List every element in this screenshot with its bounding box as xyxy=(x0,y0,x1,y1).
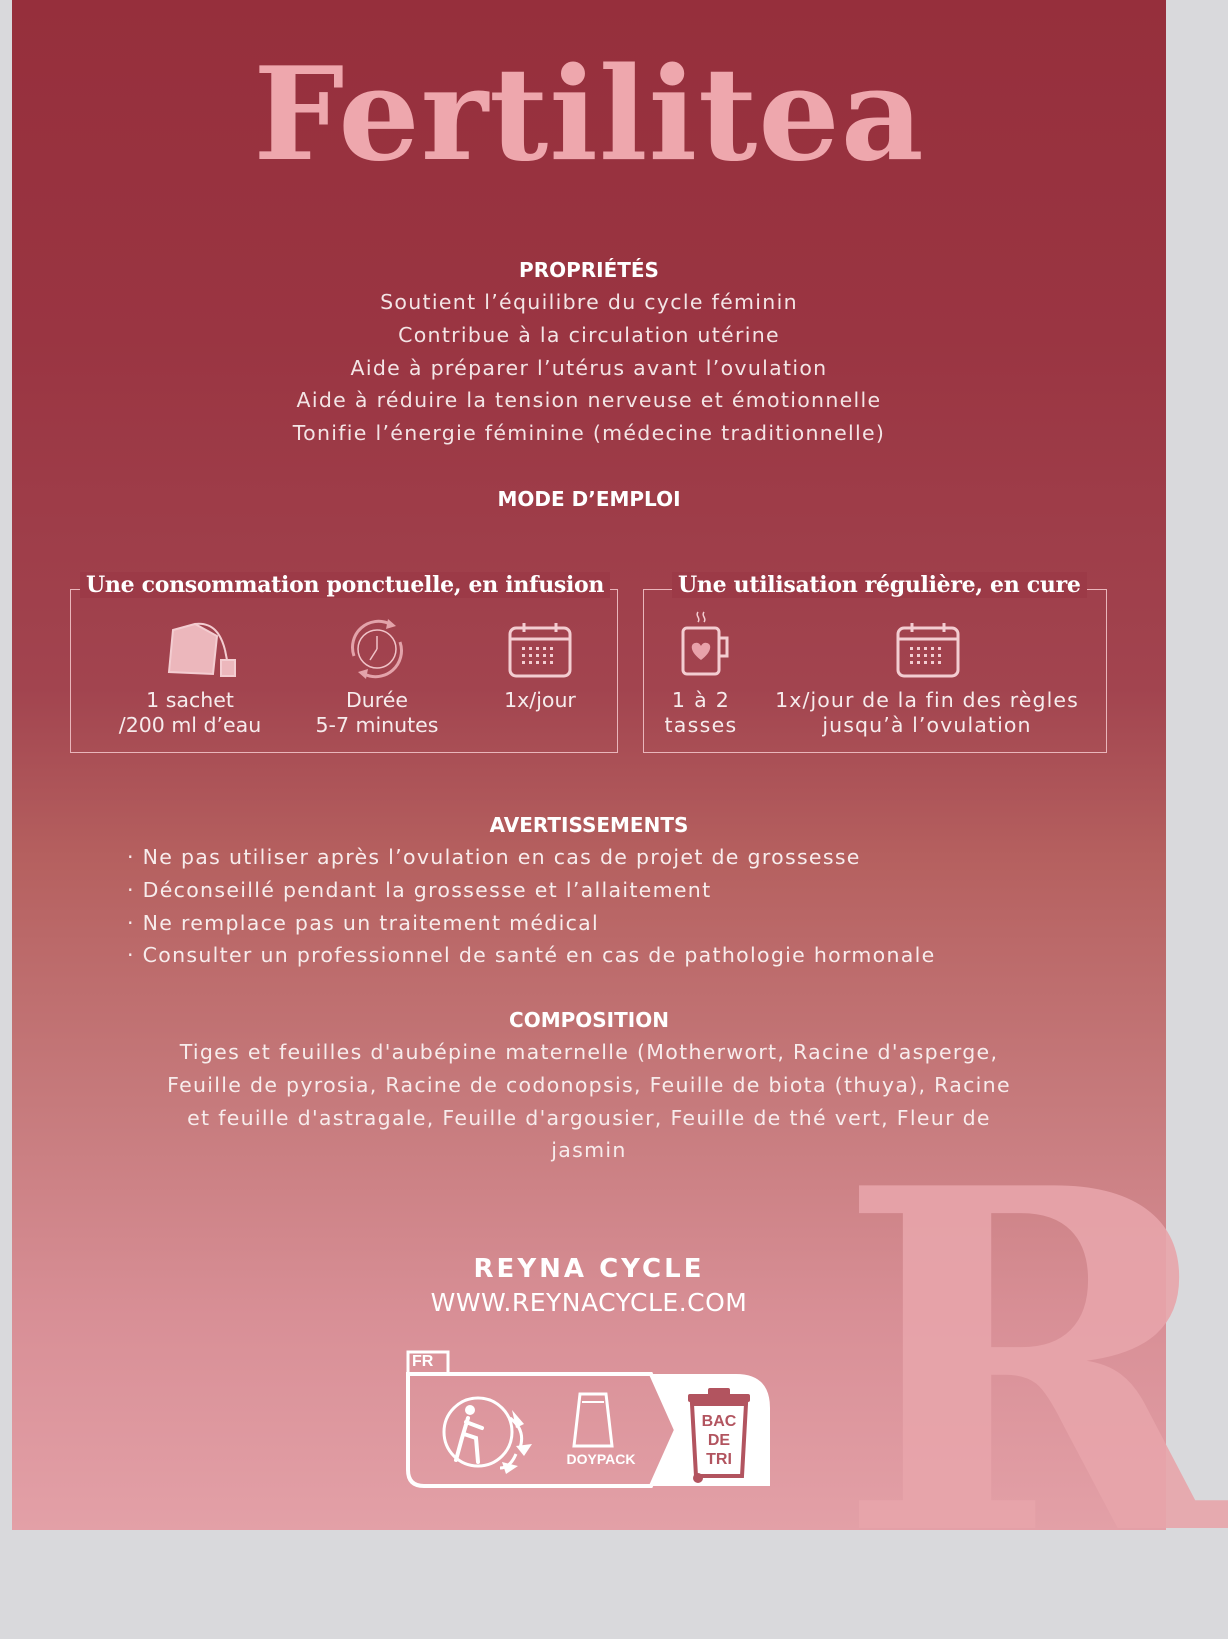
caption-line: 1 sachet xyxy=(146,688,234,712)
triman-pack-label: DOYPACK xyxy=(566,1451,636,1467)
warning-item: · Déconseillé pendant la grossesse et l’allaitement xyxy=(127,877,712,902)
caption-line: 1x/jour xyxy=(504,688,576,712)
infusion-title: Une consommation ponctuelle, en infusion xyxy=(80,572,610,598)
warnings-heading: AVERTISSEMENTS xyxy=(489,813,689,837)
cure-frequency-caption xyxy=(760,688,1094,738)
triman-logo xyxy=(406,1350,776,1495)
product-label xyxy=(12,0,1228,1639)
property-item: Aide à préparer l’utérus avant l’ovulation xyxy=(350,355,828,380)
triman-bin-label xyxy=(696,1412,742,1469)
warning-item: · Ne remplace pas un traitement médical xyxy=(127,910,600,935)
brand-website: WWW.REYNACYCLE.COM xyxy=(430,1288,748,1317)
composition-heading: COMPOSITION xyxy=(509,1008,669,1032)
composition-text xyxy=(12,1036,1166,1167)
composition-line: Feuille de pyrosia, Racine de codonopsis, Feuille de biota (thuya), Racine xyxy=(167,1072,1011,1097)
caption-line: /200 ml d’eau xyxy=(118,713,262,737)
caption-line: jusqu’à l’ovulation xyxy=(822,713,1032,737)
warning-item: · Ne pas utiliser après l’ovulation en cas de projet de grossesse xyxy=(127,845,861,869)
cure-title: Une utilisation régulière, en cure xyxy=(672,572,1087,598)
infusion-frequency-caption xyxy=(480,688,600,713)
composition-line: et feuille d'astragale, Feuille d'argousier, Feuille de thé vert, Fleur de xyxy=(187,1105,991,1130)
usage-heading: MODE D’EMPLOI xyxy=(497,487,681,511)
clock-icon xyxy=(344,616,410,682)
composition-line: Tiges et feuilles d'aubépine maternelle (Motherwort, Racine d'asperge, xyxy=(179,1040,999,1064)
composition-line: jasmin xyxy=(551,1138,627,1163)
calendar-icon xyxy=(508,622,572,678)
property-item: Aide à réduire la tension nerveuse et émotionnelle xyxy=(296,388,882,413)
infusion-duration-caption xyxy=(302,688,452,738)
calendar-icon xyxy=(896,622,960,678)
caption-line: 1 à 2 xyxy=(671,688,731,712)
property-item: Tonifie l’énergie féminine (médecine traditionnelle) xyxy=(292,421,886,446)
triman-country: FR xyxy=(412,1353,434,1370)
bin-label-line: DE xyxy=(707,1432,731,1449)
caption-line: Durée xyxy=(346,688,408,712)
product-title: Fertilitea xyxy=(253,40,925,190)
property-item: Soutient l’équilibre du cycle féminin xyxy=(380,290,798,314)
properties-list xyxy=(12,286,1166,450)
caption-line: 1x/jour de la fin des règles xyxy=(775,688,1079,712)
caption-line: 5-7 minutes xyxy=(315,713,439,737)
tea-bag-icon xyxy=(165,620,243,678)
bin-label-line: BAC xyxy=(701,1413,737,1430)
infusion-dose-caption xyxy=(100,688,280,738)
property-item: Contribue à la circulation utérine xyxy=(398,322,780,347)
warning-item: · Consulter un professionnel de santé en cas de pathologie hormonale xyxy=(127,943,936,968)
warnings-list xyxy=(127,841,1077,972)
brand-name: REYNA CYCLE xyxy=(473,1254,705,1284)
cure-cups-caption xyxy=(656,688,746,738)
caption-line: tasses xyxy=(664,713,738,737)
bin-label-line: TRI xyxy=(706,1451,732,1468)
properties-heading: PROPRIÉTÉS xyxy=(519,258,659,282)
brand-monogram: R xyxy=(837,1087,1228,1639)
mug-heart-icon xyxy=(680,610,732,678)
